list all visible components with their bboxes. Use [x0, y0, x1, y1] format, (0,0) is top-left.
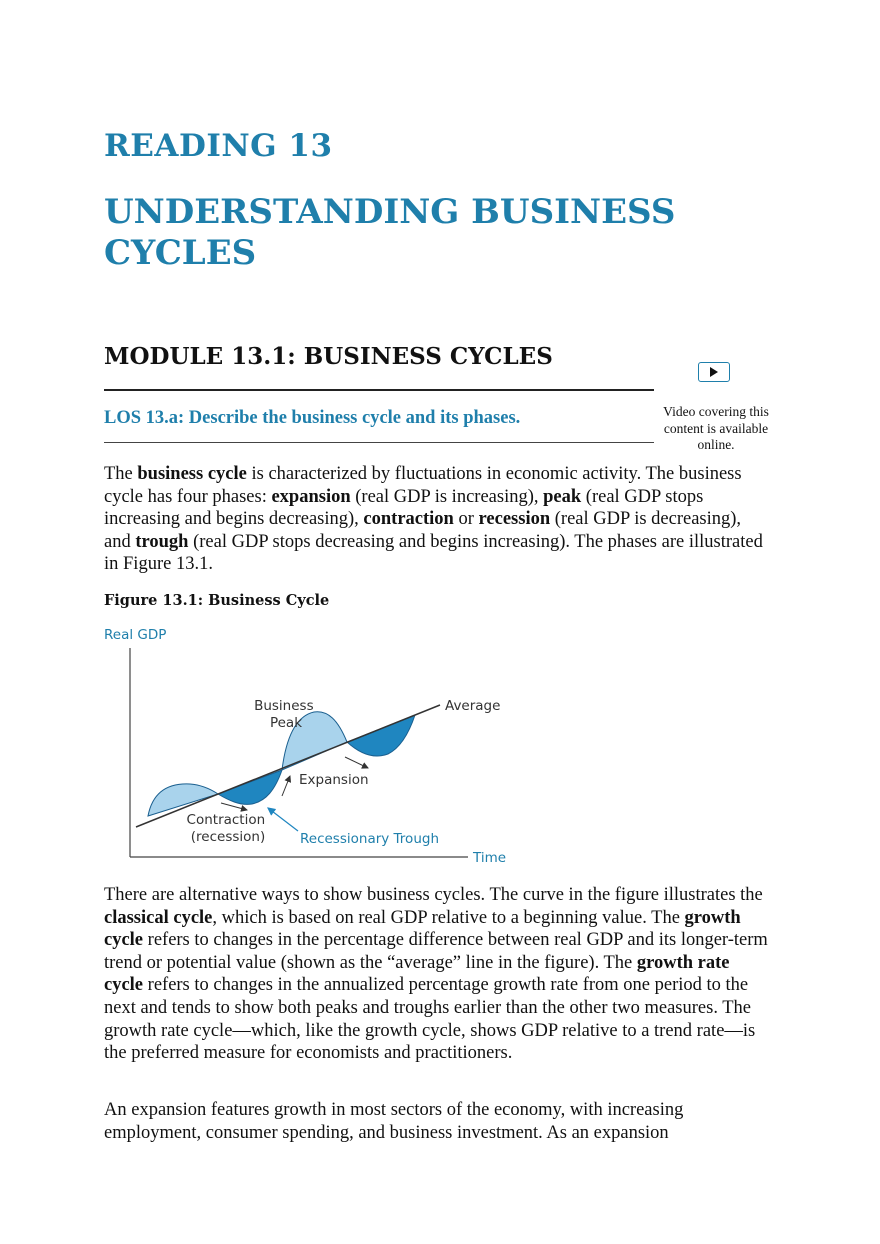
arrow-trough: [268, 808, 298, 831]
annotation-recessionary-trough: Recessionary Trough: [300, 831, 440, 847]
y-axis-label: Real GDP: [104, 627, 167, 643]
arrow-contraction-2: [345, 757, 368, 768]
los-statement: LOS 13.a: Describe the business cycle and its phases.: [104, 408, 521, 428]
figure-caption: Figure 13.1: Business Cycle: [104, 592, 330, 609]
area-second-contraction: [347, 715, 415, 756]
module-title: MODULE 13.1: BUSINESS CYCLES: [104, 343, 553, 370]
annotation-expansion: Expansion: [299, 772, 369, 788]
business-cycle-chart: [100, 620, 520, 875]
paragraph-business-cycle: The business cycle is characterized by fluctuations in economic activity. The business cycle has four phases: expansion (real GDP is increasing), peak (real GDP stops increasing and begins decreasing), contraction or recession (real GDP is decreasing), and trough (real GDP stops decreasing and begins increasing). The phases are illustrated in Figure 13.1.: [104, 464, 763, 575]
play-icon[interactable]: [698, 362, 730, 382]
video-note: Video covering this content is available online.: [663, 404, 769, 452]
los-divider: [104, 442, 654, 443]
reading-title: UNDERSTANDING BUSINESS CYCLES: [104, 192, 676, 273]
annotation-contraction: Contraction (recession): [186, 812, 266, 845]
area-recession-trough: [218, 770, 282, 804]
annotation-business-peak: Business Peak: [254, 698, 314, 731]
paragraph-expansion: An expansion features growth in most sectors of the economy, with increasing employment, consumer spending, and business investment. As an expansion: [104, 1100, 684, 1143]
paragraph-cycle-measures: There are alternative ways to show business cycles. The curve in the figure illustrates the classical cycle, which is based on real GDP relative to a beginning value. The growth cycle refers to changes in the percentage difference between real GDP and its longer-term trend or potential value (shown as the “average” line in the figure). The growth rate cycle refers to changes in the annualized percentage growth rate from one period to the next and tends to show both peaks and troughs earlier than the other two measures. The growth rate cycle—which, like the growth cycle, shows GDP relative to a trend rate—is the preferred measure for economists and practitioners.: [104, 885, 768, 1064]
x-axis-label: Time: [473, 850, 507, 866]
module-divider: [104, 389, 654, 391]
reading-label: READING 13: [104, 128, 333, 164]
annotation-average: Average: [445, 698, 501, 714]
arrow-expansion: [282, 776, 290, 796]
